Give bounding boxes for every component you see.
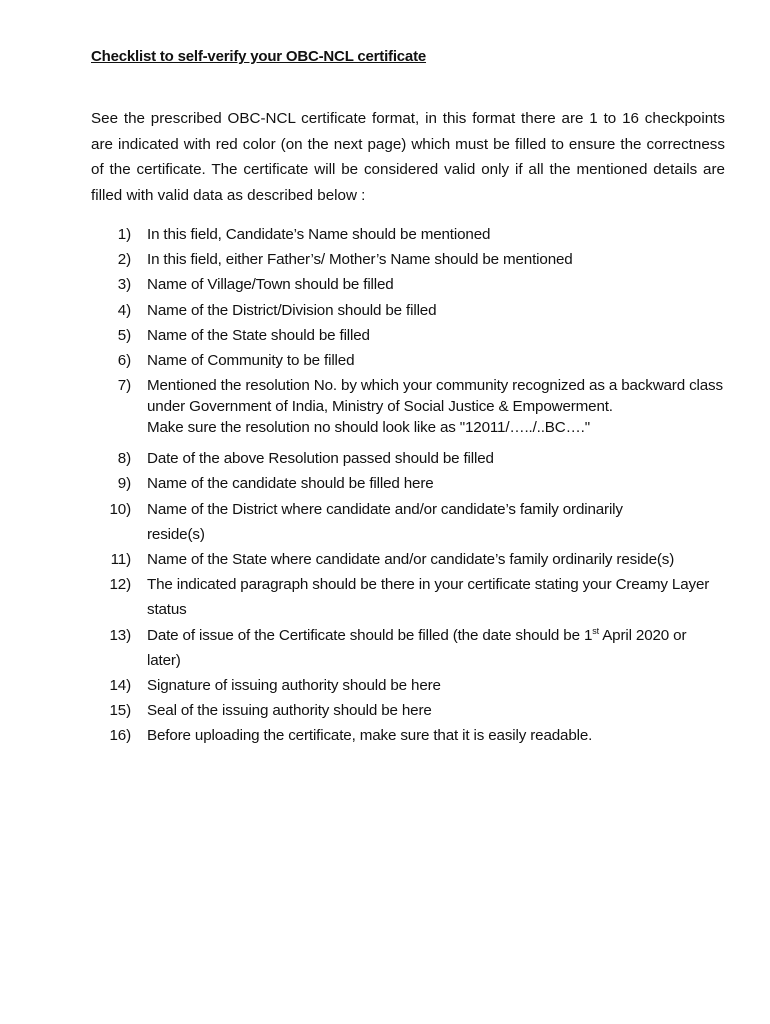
checklist-item-8 [91,446,751,471]
item-text: Seal of the issuing authority should be here [147,702,432,720]
item-text: In this field, Candidate’s Name should be mentioned [147,226,491,243]
item-text: Before uploading the certificate, make sure that it is easily readable. [147,727,593,745]
checklist [91,222,751,749]
item-text: Name of the District where candidate and/or candidate’s family ordinarily reside(s) [147,500,623,543]
item-text: Name of the candidate should be filled here [147,475,434,493]
checklist-item-10 [91,497,751,547]
item-text: Date of the above Resolution passed should be filled [147,450,494,468]
item-number: 1) [117,226,131,243]
item-number: 11) [110,551,131,569]
checklist-item-7 [91,373,751,446]
item-number: 6) [117,352,131,370]
item-number: 9) [117,475,131,493]
item-number: 14) [109,677,131,695]
item-text [147,623,751,673]
item-number: 10) [109,500,131,518]
item-text: Name of Village/Town should be filled [147,276,394,294]
item-number: 7) [117,377,131,395]
item-number: 15) [109,702,131,720]
item-text: Name of the State where candidate and/or candidate’s family ordinarily reside(s) [147,551,675,569]
item-number: 5) [117,326,131,344]
checklist-item-9 [91,471,751,496]
checklist-item-6 [91,348,751,373]
intro-paragraph: See the prescribed OBC-NCL certificate format, in this format there are 1 to 16 checkpoints are indicated with red color (on the next page) which must be filled to ensure the correctness of the certificate. The certificate will be considered valid only if all the mentioned details are filled with valid data as described below : [91,110,725,204]
item-number: 16) [109,727,131,745]
item-text-part: April 2020 or later) [147,626,687,669]
item-number: 3) [117,276,131,294]
item-text: Name of Community to be filled [147,352,355,370]
checklist-item-4 [91,298,751,323]
item-text: Name of the State should be filled [147,326,370,344]
ordinal-suffix: st [592,625,599,636]
item-number: 8) [117,450,131,468]
checklist-item-2 [91,247,751,272]
checklist-item-14 [91,673,751,698]
checklist-item-1 [91,222,751,247]
item-number: 4) [117,301,131,319]
item-text-part: Date of issue of the Certificate should be filled (the date should be 1 [147,626,593,644]
checklist-item-16 [91,723,751,748]
item-text: Mentioned the resolution No. by which your community recognized as a backward class under Government of India, Ministry of Social Justice & Empowerment. Make sure the resolution no should look like as "12011/…../..BC…." [147,377,723,437]
item-number: 12) [109,576,131,594]
item-text: Signature of issuing authority should be here [147,677,441,695]
item-text: Name of the District/Division should be filled [147,301,437,319]
checklist-item-15 [91,698,751,723]
item-number: 2) [117,251,131,269]
item-text: In this field, either Father’s/ Mother’s Name should be mentioned [147,251,573,269]
item-number: 13) [109,626,131,644]
page-title: Checklist to self-verify your OBC-NCL certificate [91,48,427,65]
checklist-item-11 [91,547,751,572]
item-text: The indicated paragraph should be there in your certificate stating your Creamy Layer status [147,576,710,619]
checklist-item-3 [91,272,751,297]
checklist-item-5 [91,323,751,348]
checklist-item-12 [91,572,751,622]
checklist-item-13 [91,623,751,673]
